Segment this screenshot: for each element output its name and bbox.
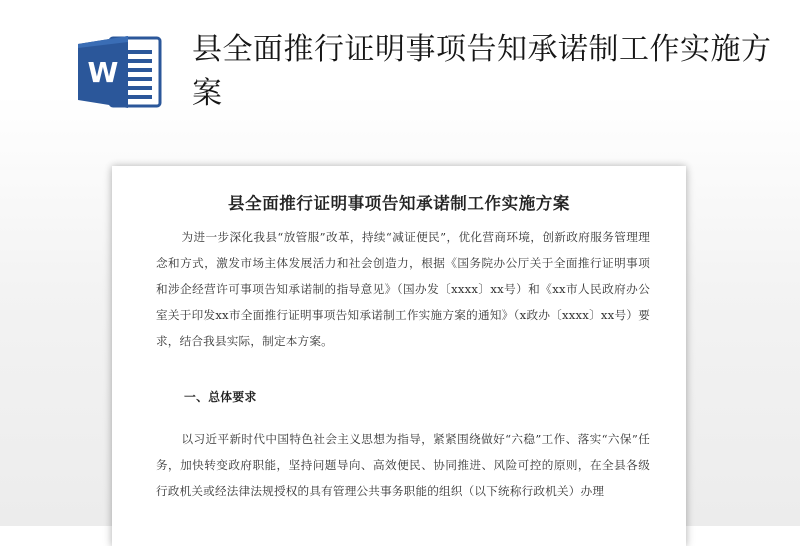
header-banner [0, 0, 800, 140]
document-page [112, 166, 686, 546]
section-paragraph: 以习近平新时代中国特色社会主义思想为指导，紧紧围绕做好“六稳”工作、落实“六保”任务，加快转变政府职能，坚持问题导向、高效便民、协同推进、风险可控的原则，在全县各级行政机关或经法律法规授权的具有管理公共事务职能的组织（以下统称行政机关）办理 [156, 432, 650, 498]
microsoft-word-icon [76, 34, 164, 110]
intro-paragraph: 为进一步深化我县“放管服”改革，持续“减证便民”，优化营商环境，创新政府服务管理理念和方式，激发市场主体发展活力和社会创造力，根据《国务院办公厅关于全面推行证明事项和涉企经营许可事项告知承诺制的指导意见》（国办发〔xxxx〕xx号）和《xx市人民政府办公室关于印发xx市全面推行证明事项告知承诺制工作实施方案的通知》（x政办〔xxxx〕xx号）要求，结合我县实际，制定本方案。 [156, 230, 650, 348]
section-heading: 一、总体要求 [184, 390, 257, 404]
banner-title: 县全面推行证明事项告知承诺制工作实施方案 [192, 32, 772, 111]
svg-text:W: W [87, 56, 119, 89]
document-title: 县全面推行证明事项告知承诺制工作实施方案 [228, 194, 570, 213]
